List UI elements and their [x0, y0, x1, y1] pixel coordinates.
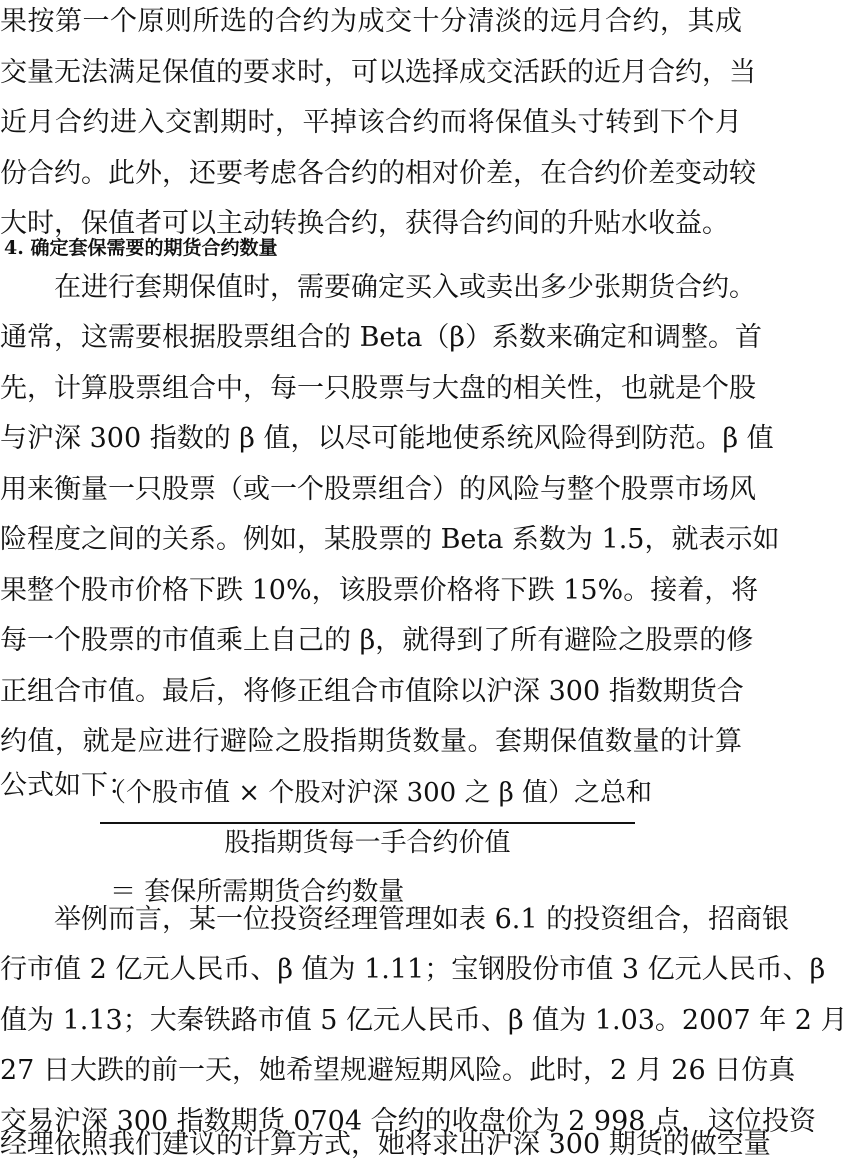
- paragraph2-line-1: 在进行套期保值时，需要确定买入或卖出多少张期货合约。: [0, 272, 756, 303]
- paragraph1-line-2: 交量无法满足保值的要求时，可以选择成交活跃的近月合约，当: [0, 57, 756, 88]
- paragraph2-line-4: 与沪深 300 指数的 β 值，以尽可能地使系统风险得到防范。β 值: [0, 423, 774, 454]
- paragraph2-line-8: 每一个股票的市值乘上自己的 β，就得到了所有避险之股票的修: [0, 625, 754, 656]
- paragraph1-line-1: 果按第一个原则所选的合约为成交十分清淡的远月合约，其成: [0, 6, 742, 37]
- paragraph3-line-5: 交易沪深 300 指数期货 0704 合约的收盘价为 2 998 点，这位投资: [0, 1106, 817, 1137]
- formula-denominator: 股指期货每一手合约价值: [224, 828, 511, 858]
- formula-result: ＝ 套保所需期货合约数量: [110, 877, 405, 907]
- paragraph2-line-3: 先，计算股票组合中，每一只股票与大盘的相关性，也就是个股: [0, 373, 756, 404]
- paragraph2-line-5: 用来衡量一只股票（或一个股票组合）的风险与整个股票市场风: [0, 474, 756, 505]
- paragraph2-line-6: 险程度之间的关系。例如，某股票的 Beta 系数为 1.5，就表示如: [0, 524, 780, 555]
- paragraph2-line-9: 正组合市值。最后，将修正组合市值除以沪深 300 指数期货合: [0, 676, 744, 707]
- formula-numerator: （个股市值 × 个股对沪深 300 之 β 值）之总和: [100, 778, 653, 808]
- paragraph3-line-6: 经理依照我们建议的计算方式，她将求出沪深 300 期货的做空量: [0, 1129, 771, 1160]
- paragraph1-line-4: 份合约。此外，还要考虑各合约的相对价差，在合约价差变动较: [0, 158, 756, 189]
- paragraph2-line-7: 果整个股市价格下跌 10%，该股票价格将下跌 15%。接着，将: [0, 575, 759, 606]
- section-heading: 4. 确定套保需要的期货合约数量: [4, 237, 278, 259]
- paragraph2-line-2: 通常，这需要根据股票组合的 Beta（β）系数来确定和调整。首: [0, 322, 762, 353]
- paragraph2-line-10: 约值，就是应进行避险之股指期货数量。套期保值数量的计算: [0, 726, 742, 757]
- formula-fraction-bar: [100, 822, 635, 824]
- paragraph1-line-3: 近月合约进入交割期时，平掉该合约而将保值头寸转到下个月: [0, 107, 742, 138]
- paragraph2-line-11: 公式如下：: [0, 770, 135, 801]
- paragraph3-line-3: 值为 1.13；大秦铁路市值 5 亿元人民币、β 值为 1.03。2007 年 2 月: [0, 1005, 848, 1036]
- paragraph1-line-5: 大时，保值者可以主动转换合约，获得合约间的升贴水收益。: [0, 208, 729, 239]
- paragraph3-line-1: 举例而言，某一位投资经理管理如表 6.1 的投资组合，招商银: [0, 904, 790, 935]
- paragraph3-line-4: 27 日大跌的前一天，她希望规避短期风险。此时，2 月 26 日仿真: [0, 1055, 796, 1086]
- paragraph3-line-2: 行市值 2 亿元人民币、β 值为 1.11；宝钢股份市值 3 亿元人民币、β: [0, 954, 826, 985]
